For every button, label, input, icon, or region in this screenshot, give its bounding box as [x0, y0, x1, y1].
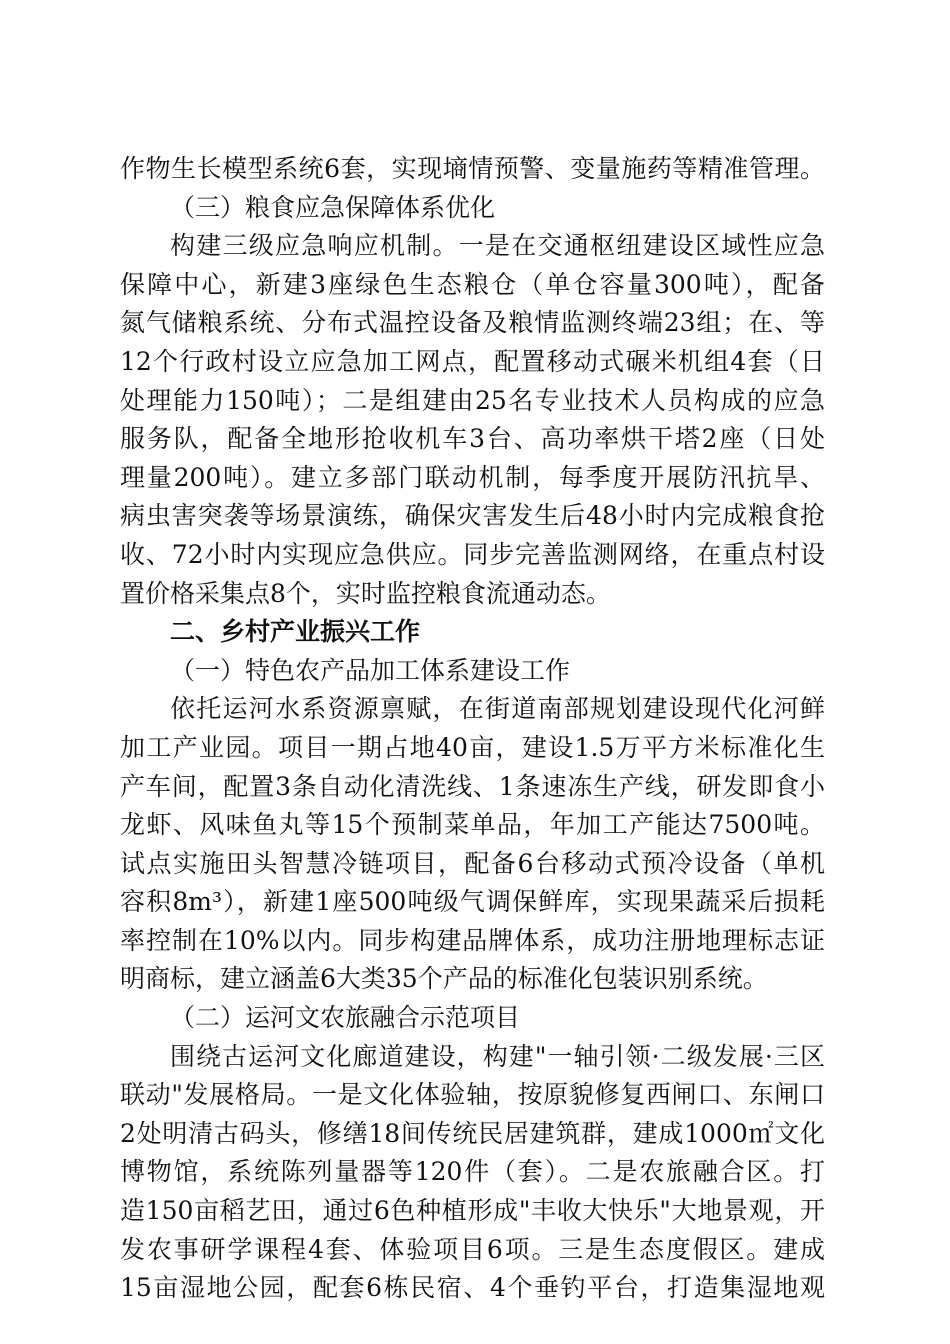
- paragraph-line: 博物馆，系统陈列量器等120件（套）。二是农旅融合区。打: [120, 1157, 825, 1187]
- paragraph-line: 率控制在10%以内。同步构建品牌体系，成功注册地理标志证: [120, 925, 825, 955]
- paragraph-line: 造150亩稻艺田，通过6色种植形成"丰收大快乐"大地景观，开: [120, 1196, 825, 1226]
- document-body: [120, 150, 825, 1308]
- paragraph-line: 产车间，配置3条自动化清洗线、1条速冻生产线，研发即食小: [120, 771, 825, 801]
- paragraph-line: 理量200吨）。建立多部门联动机制，每季度开展防汛抗旱、: [120, 462, 825, 492]
- paragraph-line: 置价格采集点8个，实时监控粮食流通动态。: [120, 578, 611, 608]
- paragraph-line: 15亩湿地公园，配套6栋民宿、4个垂钓平台，打造集湿地观: [120, 1273, 825, 1303]
- paragraph-line: 明商标，建立涵盖6大类35个产品的标准化包装识别系统。: [120, 964, 768, 994]
- paragraph-line: 容积8m³），新建1座500吨级气调保鲜库，实现果蔬采后损耗: [120, 887, 825, 917]
- paragraph-line: 构建三级应急响应机制。一是在交通枢纽建设区域性应急: [170, 231, 825, 261]
- section-heading: （一）特色农产品加工体系建设工作: [170, 655, 571, 685]
- section-heading: （二）运河文农旅融合示范项目: [170, 1003, 521, 1033]
- paragraph-line: 收、72小时内实现应急供应。同步完善监测网络，在重点村设: [120, 539, 825, 569]
- chapter-heading: 二、乡村产业振兴工作: [170, 617, 421, 647]
- paragraph-line: 保障中心，新建3座绿色生态粮仓（单仓容量300吨），配备: [120, 269, 825, 299]
- paragraph-line: 依托运河水系资源禀赋，在街道南部规划建设现代化河鲜: [170, 694, 825, 724]
- paragraph-line: 病虫害突袭等场景演练，确保灾害发生后48小时内完成粮食抢: [120, 501, 825, 531]
- paragraph-line: 作物生长模型系统6套，实现墒情预警、变量施药等精准管理。: [120, 154, 825, 183]
- paragraph-line: 服务队，配备全地形抢收机车3台、高功率烘干塔2座（日处: [120, 424, 825, 454]
- paragraph-line: 加工产业园。项目一期占地40亩，建设1.5万平方米标准化生: [120, 732, 825, 762]
- paragraph-line: 联动"发展格局。一是文化体验轴，按原貌修复西闸口、东闸口: [120, 1080, 825, 1110]
- section-heading: （三）粮食应急保障体系优化: [170, 192, 496, 222]
- paragraph-line: 处理能力150吨）；二是组建由25名专业技术人员构成的应急: [120, 385, 825, 415]
- paragraph-line: 龙虾、风味鱼丸等15个预制菜单品，年加工产能达7500吨。: [120, 810, 825, 840]
- paragraph-line: 发农事研学课程4套、体验项目6项。三是生态度假区。建成: [120, 1234, 825, 1264]
- paragraph-line: 试点实施田头智慧冷链项目，配备6台移动式预冷设备（单机: [120, 848, 825, 878]
- paragraph-line: 12个行政村设立应急加工网点，配置移动式碾米机组4套（日: [120, 346, 825, 376]
- paragraph-line: 2处明清古码头，修缮18间传统民居建筑群，建成1000㎡文化: [120, 1118, 825, 1148]
- paragraph-line: 氮气储粮系统、分布式温控设备及粮情监测终端23组；在、等: [120, 308, 825, 338]
- paragraph-line: 围绕古运河文化廊道建设，构建"一轴引领·二级发展·三区: [170, 1041, 825, 1071]
